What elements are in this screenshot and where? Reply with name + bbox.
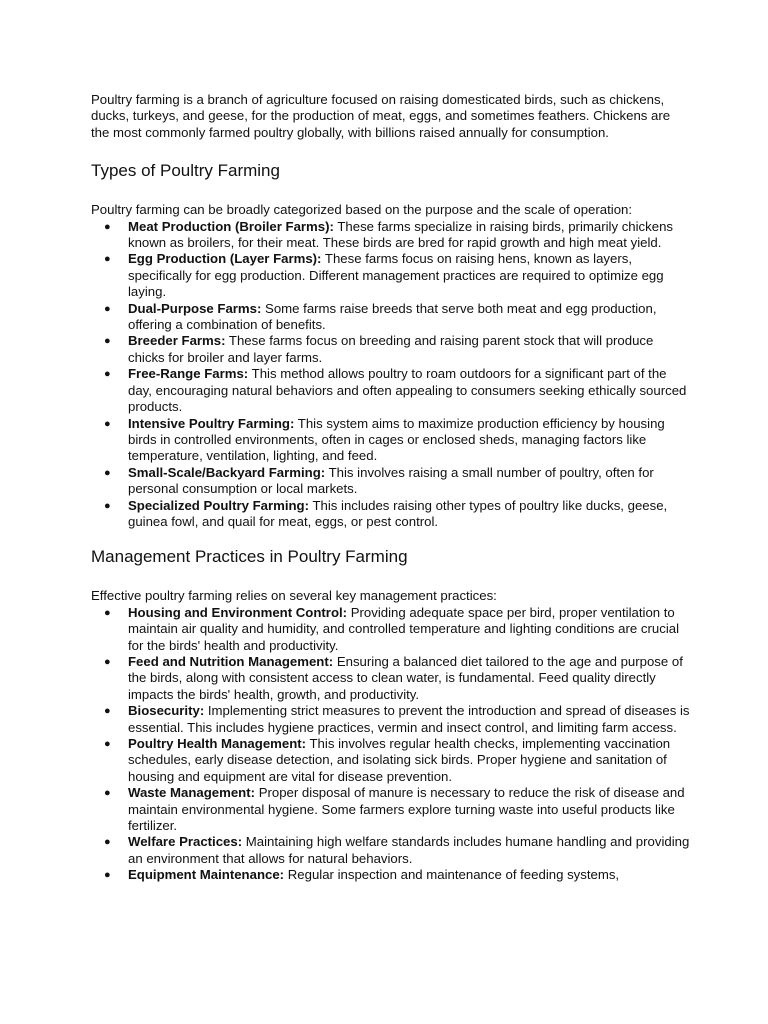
bullet-icon: ●: [104, 738, 111, 750]
bullet-icon: ●: [104, 705, 111, 718]
item-text: This system aims to maximize production efficiency by housing birds in controlled environments, often in cages or enclosed sheds, managing factors like temperature, ventilation, lighting, and feed.: [128, 415, 665, 464]
item-text: These farms focus on breeding and raising parent stock that will produce chicks for broiler and layer farms.: [128, 333, 654, 365]
item-text: Implementing strict measures to prevent the introduction and spread of diseases is essential. This includes hygiene practices, vermin and insect control, and limiting farm access.: [128, 703, 690, 735]
bullet-icon: ●: [104, 655, 111, 668]
item-term: Dual-Purpose Farms:: [128, 300, 262, 316]
section-heading-types: Types of Poultry Farming: [91, 161, 280, 181]
list-item: [91, 703, 691, 736]
item-term: Breeder Farms:: [128, 333, 226, 349]
list-item: [91, 834, 691, 867]
item-term: Free-Range Farms:: [128, 366, 249, 382]
list-item: [91, 605, 691, 654]
item-text: Ensuring a balanced diet tailored to the age and purpose of the birds, along with consistent access to clean water, is fundamental. Feed quality directly impacts the birds' health, growth, and productivity.: [128, 653, 683, 702]
section-divider: [91, 530, 691, 547]
list-item: [91, 219, 691, 252]
item-term: Meat Production (Broiler Farms):: [128, 218, 334, 234]
bullet-icon: ●: [104, 417, 111, 430]
item-text: Regular inspection and maintenance of feeding systems,: [287, 867, 620, 883]
list-item: [91, 867, 691, 883]
types-list: [91, 219, 691, 531]
item-text: This involves regular health checks, implementing vaccination schedules, early disease detection, and isolating sick birds. Proper hygiene and sanitation of housing and equipment are vital for disease prevention.: [128, 736, 671, 784]
item-text: This includes raising other types of poultry like ducks, geese, guinea fowl, and quail for meat, eggs, or pest control.: [128, 497, 668, 529]
section-intro-types: Poultry farming can be broadly categorized based on the purpose and the scale of operation:: [91, 202, 633, 218]
item-text: This method allows poultry to roam outdoors for a significant part of the day, encouraging natural behaviors and often appealing to consumers seeking ethically sourced products.: [128, 366, 687, 415]
bullet-icon: ●: [104, 499, 111, 512]
bullet-icon: ●: [104, 606, 111, 619]
list-item: [91, 498, 691, 531]
item-text: This involves raising a small number of poultry, often for personal consumption or local markets.: [128, 464, 654, 497]
bullet-icon: ●: [104, 335, 111, 348]
item-text: Some farms raise breeds that serve both meat and egg production, offering a combination of benefits.: [128, 300, 657, 333]
item-term: Welfare Practices:: [128, 834, 243, 850]
item-term: Poultry Health Management:: [128, 736, 307, 751]
item-term: Small-Scale/Backyard Farming:: [128, 464, 326, 480]
item-text: These farms specialize in raising birds, primarily chickens known as broilers, for their meat. These birds are bred for rapid growth and high meat yield.: [128, 218, 674, 251]
list-item: [91, 366, 691, 415]
item-term: Specialized Poultry Farming:: [128, 497, 309, 513]
document-body: [91, 92, 691, 884]
list-item: [91, 251, 691, 300]
list-item: [91, 785, 691, 834]
list-item: [91, 301, 691, 334]
bullet-icon: ●: [104, 302, 111, 315]
section-heading-management: Management Practices in Poultry Farming: [91, 547, 408, 567]
bullet-icon: ●: [104, 220, 111, 233]
intro-paragraph: Poultry farming is a branch of agriculture focused on raising domesticated birds, such as chickens, ducks, turkeys, and geese, for the production of meat, eggs, and sometimes feathers. Chickens are the most commonly farmed poultry globally, with billions raised annually for consumption.: [91, 92, 671, 140]
item-term: Equipment Maintenance:: [128, 867, 285, 883]
list-item: [91, 333, 691, 366]
item-text: Providing adequate space per bird, proper ventilation to maintain air quality and humidity, and controlled temperature and lighting conditions are crucial for the birds' health and productivity.: [128, 604, 680, 653]
item-text: These farms focus on raising hens, known as layers, specifically for egg production. Different management practices are required to optimize egg laying.: [128, 251, 664, 300]
bullet-icon: ●: [104, 368, 111, 381]
item-term: Waste Management:: [128, 785, 256, 801]
list-item: [91, 465, 691, 498]
item-term: Feed and Nutrition Management:: [128, 653, 334, 669]
list-item: [91, 416, 691, 465]
item-text: Proper disposal of manure is necessary to reduce the risk of disease and maintain environmental hygiene. Some farmers explore turning waste into useful products like fertilizer.: [128, 785, 685, 834]
list-item: [91, 654, 691, 703]
bullet-icon: ●: [104, 787, 111, 800]
bullet-icon: ●: [104, 253, 111, 266]
bullet-icon: ●: [104, 466, 111, 479]
item-term: Housing and Environment Control:: [128, 604, 348, 620]
bullet-icon: ●: [104, 836, 111, 849]
bullet-icon: ●: [104, 869, 111, 882]
item-text: Maintaining high welfare standards includes humane handling and providing an environment that allows for natural behaviors.: [128, 834, 690, 866]
item-term: Intensive Poultry Farming:: [128, 415, 295, 431]
item-term: Egg Production (Layer Farms):: [128, 251, 322, 267]
item-term: Biosecurity:: [128, 703, 205, 719]
list-item: [91, 736, 691, 785]
management-list: [91, 605, 691, 884]
section-intro-management: Effective poultry farming relies on several key management practices:: [91, 588, 497, 604]
